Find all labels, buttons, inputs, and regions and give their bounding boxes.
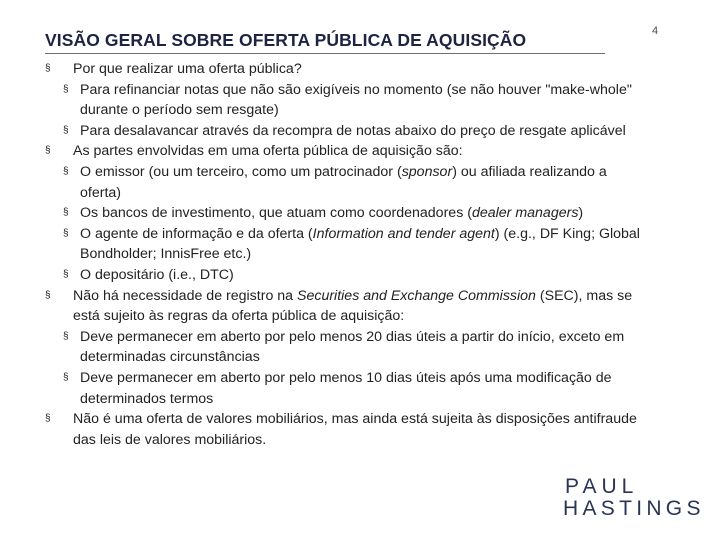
bullet-text: Não há necessidade de registro na Securities and Exchange Commission (SEC), mas se está sujeito às regras da oferta pública de aquisição: [73,287,633,325]
bullet-item [45,59,645,80]
bullet-list [45,59,645,450]
sub-bullet-text: Para desalavancar através da recompra de notas abaixo do preço de resgate aplicável [80,122,626,139]
bullet-text: Não é uma oferta de valores mobiliários, mas ainda está sujeita às disposições antifraude das leis de valores mobiliários. [73,411,637,448]
sub-bullet-marker: § [63,268,69,280]
sub-bullet-text: O depositário (i.e., DTC) [80,266,234,283]
bullet-text: Por que realizar uma oferta pública? [73,61,302,77]
sub-bullet-text: O agente de informação e da oferta (Information and tender agent) (e.g., DF King; Global Bondholder; InnisFree etc.) [80,225,640,263]
sub-bullet-marker: § [63,83,69,95]
bullet-item [45,141,645,162]
sub-bullet-item [52,80,645,121]
bullet-text: As partes envolvidas em uma oferta pública de aquisição são: [73,143,463,160]
sub-bullet-text: Deve permanecer em aberto por pelo menos 10 dias úteis após uma modificação de determinados termos [80,369,612,407]
sub-bullet-marker: § [63,124,69,136]
logo-line-1: PAUL [565,475,639,498]
sub-bullet-item [52,162,645,203]
sub-bullet-item [52,224,645,265]
sub-bullet-marker: § [63,207,69,219]
bullet-marker: § [45,413,51,425]
bullet-marker: § [45,145,51,157]
bullet-item [45,286,645,327]
sub-bullet-marker: § [63,330,69,342]
sub-bullet-text: Os bancos de investimento, que atuam como coordenadores (dealer managers) [80,205,584,222]
slide-title: VISÃO GERAL SOBRE OFERTA PÚBLICA DE AQUISIÇÃO [45,30,527,50]
sub-bullet-item [52,203,645,224]
sub-bullet-item [52,327,645,368]
bullet-marker: § [45,289,51,301]
sub-bullet-marker: § [63,165,69,177]
bullet-marker: § [45,63,51,74]
paul-hastings-logo [563,476,705,520]
logo-line-2: HASTINGS [563,497,705,520]
sub-bullet-text: Deve permanecer em aberto por pelo menos 20 dias úteis a partir do início, exceto em determinadas circunstâncias [80,328,625,366]
sub-bullet-item [52,265,645,286]
sub-bullet-item [52,121,645,142]
sub-bullet-marker: § [63,371,69,383]
title-divider [45,53,605,54]
sub-bullet-item [52,368,645,409]
page-number: 4 [652,25,659,37]
bullet-item [45,409,645,450]
sub-bullet-marker: § [63,227,69,239]
sub-bullet-text: Para refinanciar notas que não são exigíveis no momento (se não houver "make-whole" durante o período sem resgate) [80,81,632,119]
sub-bullet-text: O emissor (ou um terceiro, como um patrocinador (sponsor) ou afiliada realizando a oferta) [80,163,607,201]
